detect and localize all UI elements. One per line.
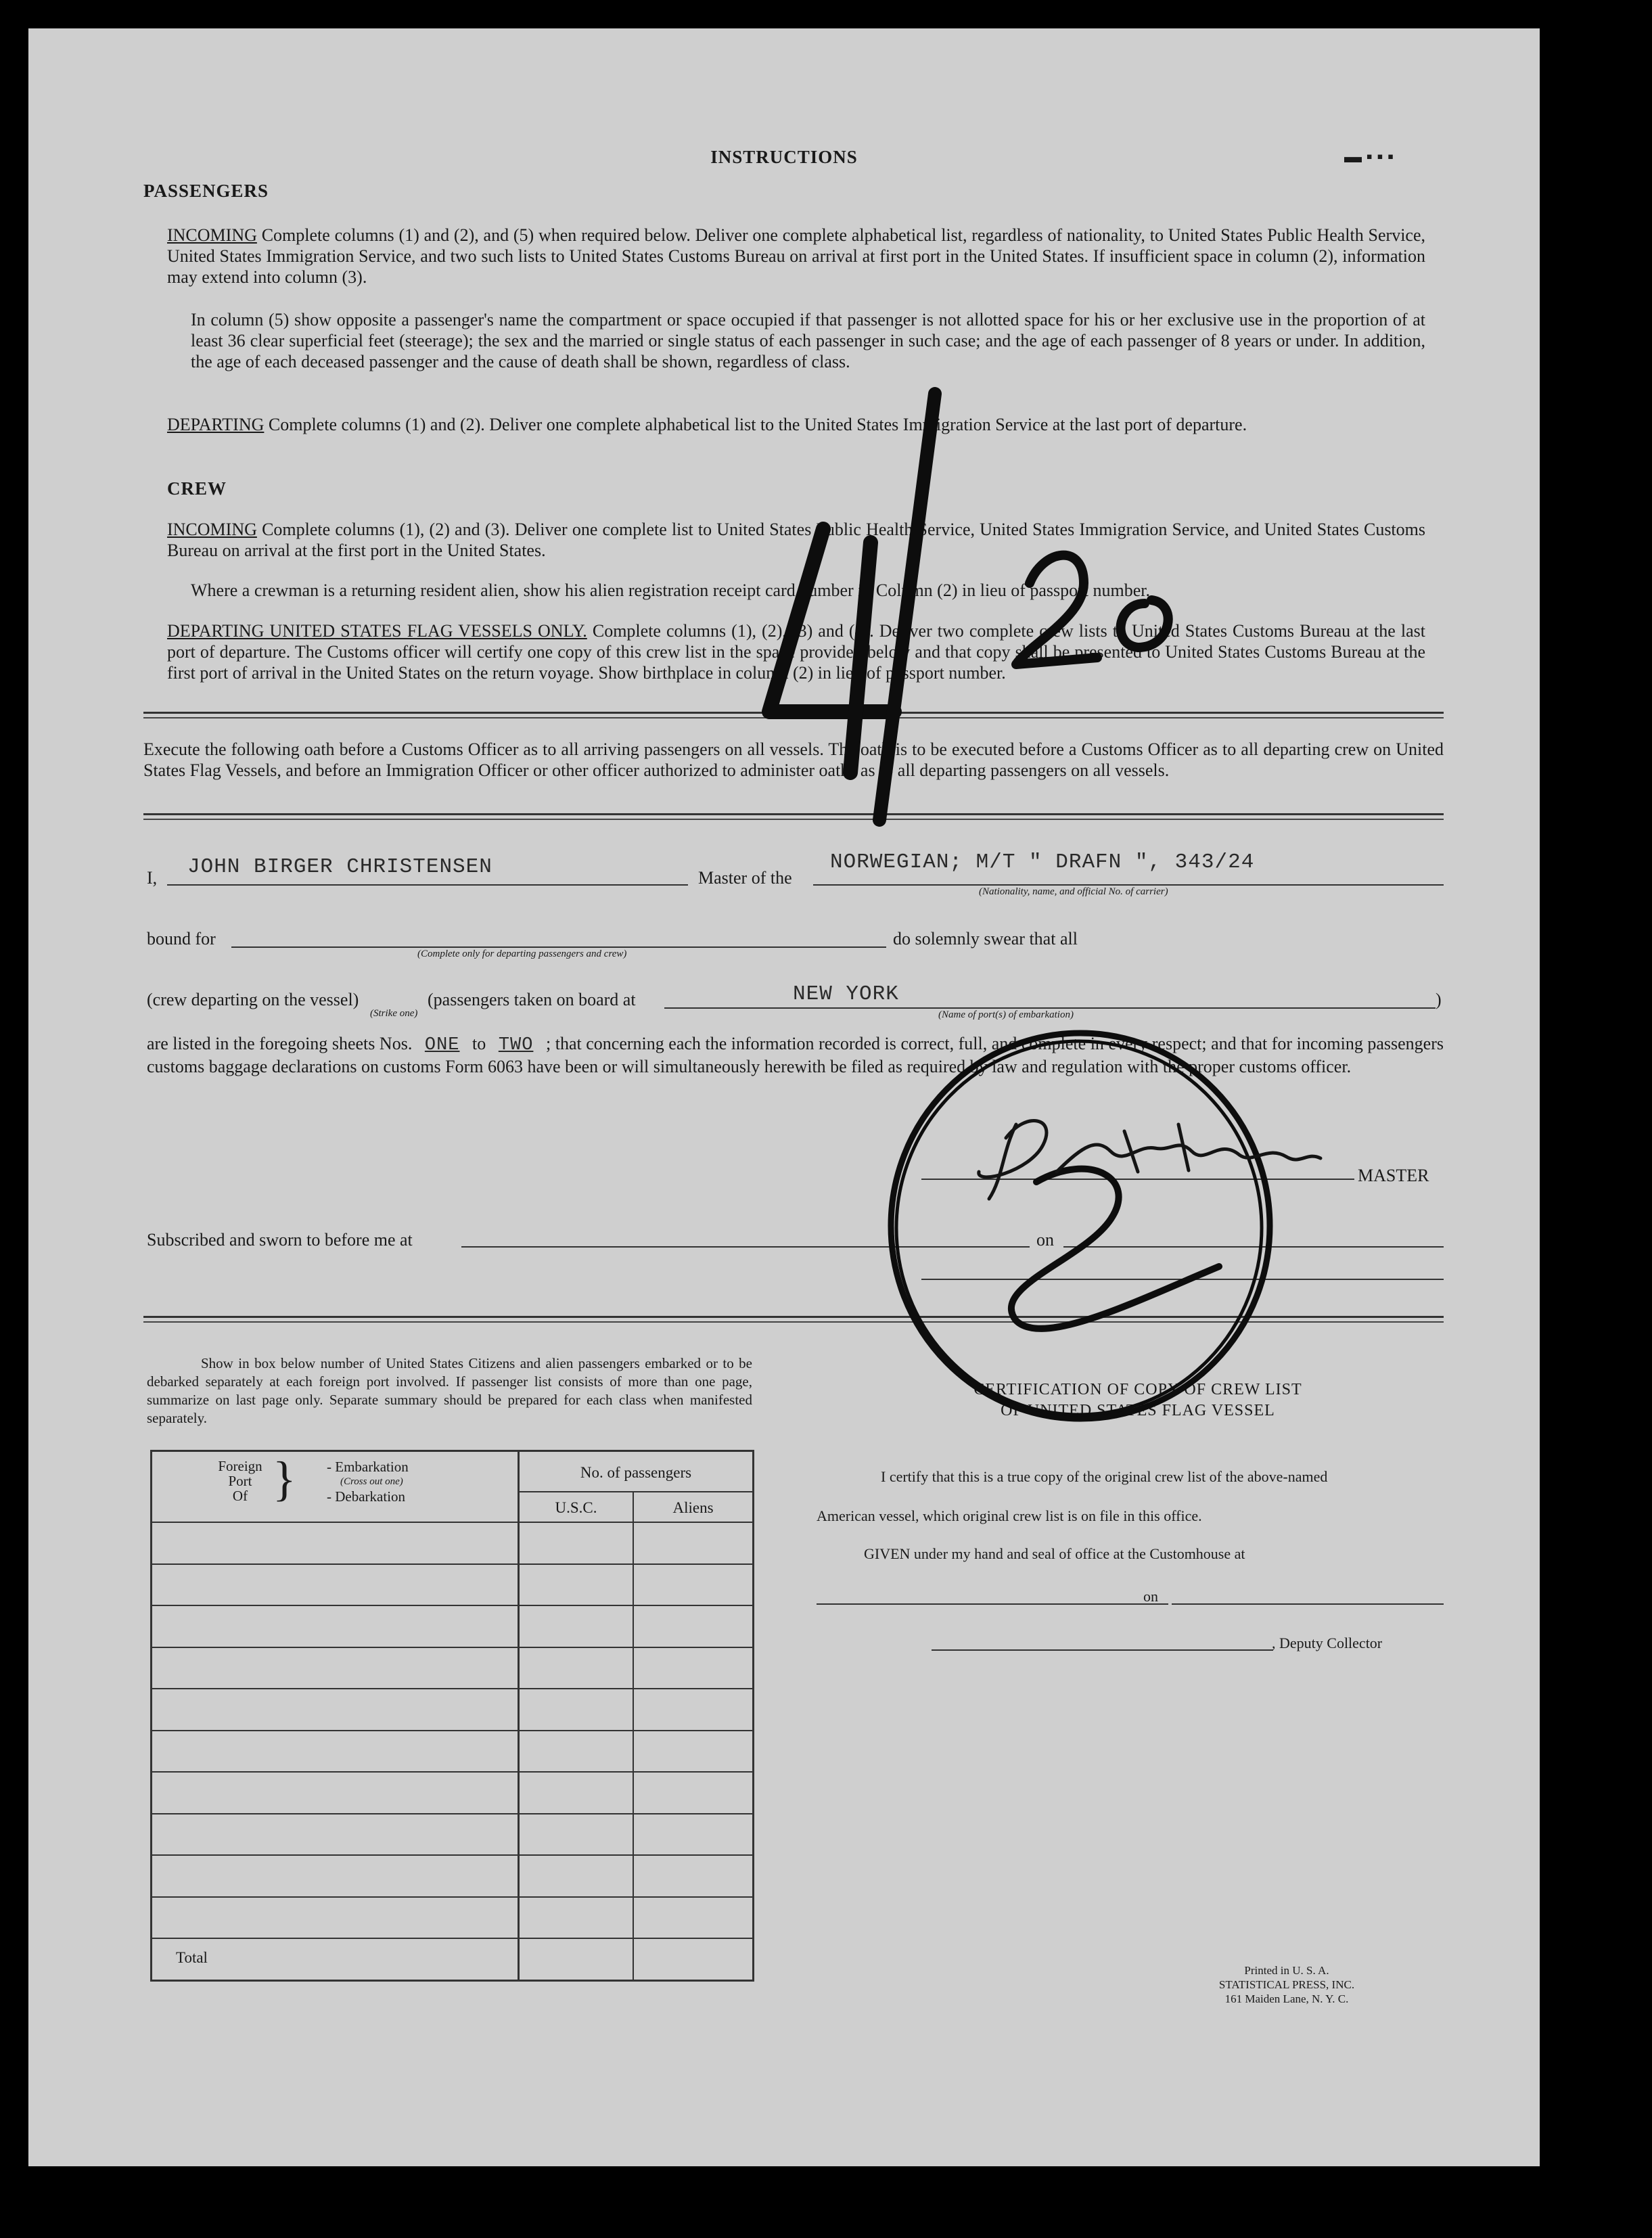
passengers-heading: PASSENGERS xyxy=(143,181,269,201)
total-label: Total xyxy=(176,1949,208,1966)
master-name-field[interactable]: JOHN BIRGER CHRISTENSEN xyxy=(187,855,492,879)
crew-resident-paragraph: Where a crewman is a returning resident alien, show his alien registration receipt card number in Column (2) in lieu of passport number. xyxy=(191,580,1151,600)
sheet-to-field[interactable]: TWO xyxy=(498,1035,534,1055)
swear-text: do solemnly swear that all xyxy=(893,929,1078,949)
no-passengers-header: No. of passengers xyxy=(580,1464,692,1481)
vessel-field[interactable]: NORWEGIAN; M/T " DRAFN ", 343/24 xyxy=(830,850,1255,874)
aliens-header: Aliens xyxy=(672,1499,714,1516)
handwritten-number-4-20 xyxy=(769,394,1168,820)
bound-for-label: bound for xyxy=(147,929,216,949)
certification-text1: I certify that this is a true copy of the original crew list of the above-named xyxy=(881,1468,1328,1485)
crew-heading: CREW xyxy=(167,478,227,499)
page-title: INSTRUCTIONS xyxy=(710,147,858,167)
port-label: Port xyxy=(228,1473,252,1489)
crew-incoming-text: Complete columns (1), (2) and (3). Deliver one complete list to United States Public Health Service, United States Immigration Service, and United States Customs Bureau on arrival at the first port in the United States. xyxy=(167,520,1426,560)
cross-out-caption: (Cross out one) xyxy=(340,1476,403,1487)
certification-title-line2: OF UNITED STATES FLAG VESSEL xyxy=(1001,1402,1275,1419)
brace-icon: } xyxy=(273,1452,296,1506)
certification-on-label: on xyxy=(1143,1588,1158,1605)
strike-caption: (Strike one) xyxy=(370,1008,418,1019)
summary-instructions: Show in box below number of United States Citizens and alien passengers embarked or to be debarked separately at each foreign port involved. If passenger list consists of more than one page, summarize on last page only. Separate summary should be prepared for each class when manifested separately. xyxy=(147,1355,752,1426)
passengers-departing-label: DEPARTING xyxy=(167,415,265,434)
subscribed-label: Subscribed and sworn to before me at xyxy=(147,1230,413,1250)
crew-departing-text: Complete columns (1), (2), (3) and (4). Deliver two complete crew lists to United States Customs Bureau at the last port of departure. The Customs officer will certify one copy of this crew list in the space provided below and that copy shall be presented to United States Customs Bureau at the first port of arrival in the United States on the return voyage. Show birthplace in column (2) in lieu of passport number. xyxy=(167,621,1425,683)
oath-intro: Execute the following oath before a Customs Officer as to all arriving passengers on all vessels. The oath is to be executed before a Customs Officer as to all departing crew on United States Flag Vessels, and before an Immigration Officer or other officer authorized to administer oaths as to all departing passengers on all vessels. xyxy=(143,739,1444,780)
passengers-column5-paragraph: In column (5) show opposite a passenger's name the compartment or space occupied if that passenger is not allotted space for his or her exclusive use in the proportion of at least 36 clear superficial feet (steerage); the sex and the married or single status of each passenger in such case; and the age of each passenger of 8 years or under. In addition, the age of each deceased passenger and the cause of death shall be shown, regardless of class. xyxy=(191,310,1425,371)
certification-text3: GIVEN under my hand and seal of office at the Customhouse at xyxy=(864,1545,1245,1562)
deputy-collector-label: , Deputy Collector xyxy=(1272,1635,1383,1651)
close-paren: ) xyxy=(1436,990,1442,1009)
document-page xyxy=(28,28,1540,2166)
crew-departing-label: DEPARTING UNITED STATES FLAG VESSELS ONLY. xyxy=(167,621,587,641)
passengers-departing-text: Complete columns (1) and (2). Deliver one complete alphabetical list to the United States Immigration Service at the last port of departure. xyxy=(268,415,1247,434)
continuation-text: ; that concerning each the information recorded is correct, full, and complete in every respect; and that for incoming passengers customs baggage declarations on customs Form 6063 have been or will simultaneously herewith be filed as required by law and regulation with the proper customs officer. xyxy=(147,1034,1444,1076)
sheets-label: are listed in the foregoing sheets Nos. xyxy=(147,1034,413,1053)
crew-incoming-label: INCOMING xyxy=(167,520,257,539)
certification-text2: American vessel, which original crew list is on file in this office. xyxy=(817,1507,1202,1524)
port-field[interactable]: NEW YORK xyxy=(793,982,899,1006)
master-label: MASTER xyxy=(1358,1166,1429,1185)
master-of-label: Master of the xyxy=(698,868,792,888)
passengers-incoming-label: INCOMING xyxy=(167,225,257,245)
corner-mark: ▬ ▪ ▪ ▪ xyxy=(1344,147,1394,166)
debarkation-label[interactable]: - Debarkation xyxy=(327,1488,406,1505)
bound-for-caption: (Complete only for departing passengers and crew) xyxy=(417,949,627,959)
handwritten-marks xyxy=(28,28,1540,2166)
vessel-caption: (Nationality, name, and official No. of carrier) xyxy=(979,886,1168,897)
printer-line3: 161 Maiden Lane, N. Y. C. xyxy=(1224,1992,1349,2005)
subscribed-on-label: on xyxy=(1036,1230,1054,1250)
certification-title-line1: CERTIFICATION OF COPY OF CREW LIST xyxy=(973,1381,1302,1398)
crew-departing-text: (crew departing on the vessel) xyxy=(147,990,359,1009)
of-label: Of xyxy=(232,1488,248,1504)
foreign-label: Foreign xyxy=(218,1458,262,1474)
passengers-taken-text: (passengers taken on board at xyxy=(428,990,636,1009)
port-caption: (Name of port(s) of embarkation) xyxy=(938,1009,1074,1020)
to-label: to xyxy=(472,1034,486,1053)
printer-line2: STATISTICAL PRESS, INC. xyxy=(1218,1978,1355,1991)
embarkation-label[interactable]: - Embarkation xyxy=(327,1459,409,1475)
passengers-incoming-text: Complete columns (1) and (2), and (5) when required below. Deliver one complete alphabetical list, regardless of nationality, to United States Public Health Service, United States Immigration Service, and two such lists to United States Customs Bureau on arrival at first port in the United States. If insufficient space in column (2), information may extend into column (3). xyxy=(167,225,1426,287)
handwritten-circle-mark xyxy=(891,1033,1270,1419)
sheet-from-field[interactable]: ONE xyxy=(424,1035,460,1055)
usc-header: U.S.C. xyxy=(555,1499,597,1516)
i-label: I, xyxy=(147,868,158,888)
printer-line1: Printed in U. S. A. xyxy=(1244,1964,1329,1977)
